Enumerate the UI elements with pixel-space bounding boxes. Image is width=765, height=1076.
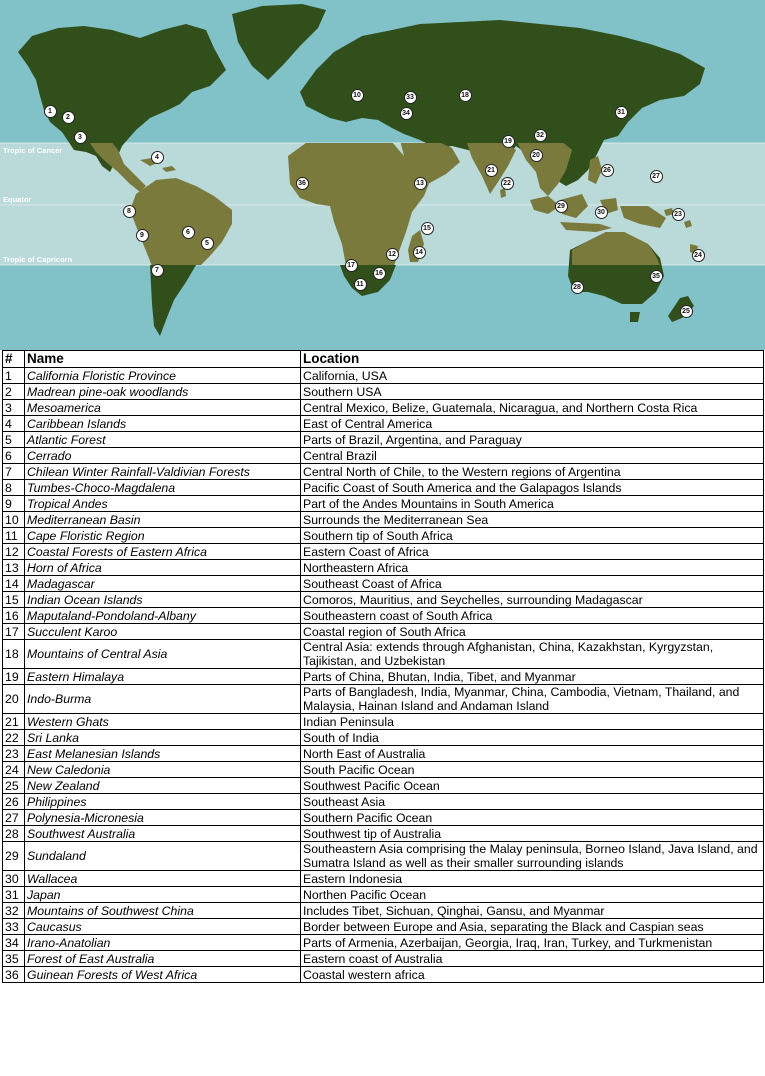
table-row [3, 669, 764, 685]
hotspot-marker[interactable]: 25 [680, 305, 693, 318]
row-number: 26 [3, 794, 25, 810]
row-number: 15 [3, 592, 25, 608]
row-location: Pacific Coast of South America and the Galapagos Islands [301, 480, 764, 496]
row-number: 24 [3, 762, 25, 778]
table-header-row [3, 351, 764, 368]
table-row [3, 544, 764, 560]
hotspot-marker[interactable]: 31 [615, 106, 628, 119]
row-location: Southeastern Asia comprising the Malay peninsula, Borneo Island, Java Island, and Sumatra Island as well as their smaller surrounding islands [301, 842, 764, 871]
hotspot-marker[interactable]: 7 [151, 264, 164, 277]
header-location: Location [301, 351, 764, 368]
row-name: Polynesia-Micronesia [25, 810, 301, 826]
table-row [3, 384, 764, 400]
hotspot-marker[interactable]: 34 [400, 107, 413, 120]
table-row [3, 608, 764, 624]
row-location: Central Mexico, Belize, Guatemala, Nicaragua, and Northern Costa Rica [301, 400, 764, 416]
table-row [3, 592, 764, 608]
row-location: Southern Pacific Ocean [301, 810, 764, 826]
table-row [3, 810, 764, 826]
table-row [3, 842, 764, 871]
row-number: 20 [3, 685, 25, 714]
table-row [3, 887, 764, 903]
table-row [3, 576, 764, 592]
hotspot-marker[interactable]: 11 [354, 278, 367, 291]
table-row [3, 967, 764, 983]
row-name: Mountains of Southwest China [25, 903, 301, 919]
row-number: 23 [3, 746, 25, 762]
table-row [3, 560, 764, 576]
tropic-of-capricorn-label: Tropic of Capricorn [3, 255, 73, 264]
table-row [3, 794, 764, 810]
row-number: 12 [3, 544, 25, 560]
row-location: North East of Australia [301, 746, 764, 762]
row-location: Southeastern coast of South Africa [301, 608, 764, 624]
hotspot-table-container [2, 350, 763, 983]
row-location: Southern tip of South Africa [301, 528, 764, 544]
row-number: 29 [3, 842, 25, 871]
row-number: 19 [3, 669, 25, 685]
row-name: Eastern Himalaya [25, 669, 301, 685]
row-name: Tropical Andes [25, 496, 301, 512]
table-row [3, 640, 764, 669]
row-number: 11 [3, 528, 25, 544]
table-row [3, 826, 764, 842]
row-name: Mountains of Central Asia [25, 640, 301, 669]
hotspot-marker[interactable]: 2 [62, 111, 75, 124]
row-number: 1 [3, 368, 25, 384]
row-location: Central Brazil [301, 448, 764, 464]
row-location: Eastern Coast of Africa [301, 544, 764, 560]
row-location: Southeast Asia [301, 794, 764, 810]
row-name: Guinean Forests of West Africa [25, 967, 301, 983]
row-location: Indian Peninsula [301, 714, 764, 730]
table-row [3, 903, 764, 919]
row-number: 5 [3, 432, 25, 448]
row-name: Mesoamerica [25, 400, 301, 416]
row-name: Tumbes-Choco-Magdalena [25, 480, 301, 496]
header-name: Name [25, 351, 301, 368]
row-number: 7 [3, 464, 25, 480]
row-location: Southeast Coast of Africa [301, 576, 764, 592]
row-number: 17 [3, 624, 25, 640]
row-location: Border between Europe and Asia, separating the Black and Caspian seas [301, 919, 764, 935]
row-number: 13 [3, 560, 25, 576]
row-name: Irano-Anatolian [25, 935, 301, 951]
hotspot-marker[interactable]: 5 [201, 237, 214, 250]
row-number: 33 [3, 919, 25, 935]
row-number: 34 [3, 935, 25, 951]
hotspot-marker[interactable]: 8 [123, 205, 136, 218]
table-row [3, 778, 764, 794]
row-location: Eastern coast of Australia [301, 951, 764, 967]
row-name: Western Ghats [25, 714, 301, 730]
world-map [0, 0, 765, 350]
row-name: Sundaland [25, 842, 301, 871]
header-number: # [3, 351, 25, 368]
row-name: Japan [25, 887, 301, 903]
table-row [3, 464, 764, 480]
row-number: 16 [3, 608, 25, 624]
row-name: Indian Ocean Islands [25, 592, 301, 608]
row-number: 18 [3, 640, 25, 669]
row-number: 14 [3, 576, 25, 592]
table-row [3, 919, 764, 935]
hotspot-table [2, 350, 764, 983]
table-body [3, 368, 764, 983]
table-row [3, 416, 764, 432]
row-location: Southwest Pacific Ocean [301, 778, 764, 794]
row-name: Chilean Winter Rainfall-Valdivian Forests [25, 464, 301, 480]
row-location: Parts of Armenia, Azerbaijan, Georgia, Iraq, Iran, Turkey, and Turkmenistan [301, 935, 764, 951]
row-location: Central Asia: extends through Afghanistan, China, Kazakhstan, Kyrgyzstan, Tajikistan, and Uzbekistan [301, 640, 764, 669]
equator-label: Equator [3, 195, 32, 204]
row-name: Cerrado [25, 448, 301, 464]
hotspot-marker[interactable]: 10 [351, 89, 364, 102]
table-row [3, 730, 764, 746]
row-number: 30 [3, 871, 25, 887]
row-name: Caribbean Islands [25, 416, 301, 432]
row-location: Coastal region of South Africa [301, 624, 764, 640]
row-number: 10 [3, 512, 25, 528]
row-name: Maputaland-Pondoland-Albany [25, 608, 301, 624]
row-name: New Zealand [25, 778, 301, 794]
hotspot-marker[interactable]: 35 [650, 270, 663, 283]
hotspot-marker[interactable]: 26 [601, 164, 614, 177]
row-location: East of Central America [301, 416, 764, 432]
table-row [3, 714, 764, 730]
row-location: Part of the Andes Mountains in South America [301, 496, 764, 512]
row-location: Northen Pacific Ocean [301, 887, 764, 903]
row-name: Coastal Forests of Eastern Africa [25, 544, 301, 560]
row-number: 28 [3, 826, 25, 842]
row-location: Surrounds the Mediterranean Sea [301, 512, 764, 528]
row-location: Coastal western africa [301, 967, 764, 983]
row-name: Southwest Australia [25, 826, 301, 842]
row-name: Succulent Karoo [25, 624, 301, 640]
row-location: Southern USA [301, 384, 764, 400]
row-number: 9 [3, 496, 25, 512]
hotspot-marker[interactable]: 23 [672, 208, 685, 221]
hotspot-marker[interactable]: 30 [595, 206, 608, 219]
row-name: Horn of Africa [25, 560, 301, 576]
hotspot-marker[interactable]: 29 [555, 200, 568, 213]
table-row [3, 624, 764, 640]
row-location: Parts of China, Bhutan, India, Tibet, and Myanmar [301, 669, 764, 685]
table-row [3, 480, 764, 496]
hotspot-marker[interactable]: 13 [414, 177, 427, 190]
row-name: Forest of East Australia [25, 951, 301, 967]
row-location: South of India [301, 730, 764, 746]
row-number: 22 [3, 730, 25, 746]
row-number: 2 [3, 384, 25, 400]
hotspot-marker[interactable]: 28 [571, 281, 584, 294]
row-number: 36 [3, 967, 25, 983]
hotspot-marker[interactable]: 22 [501, 177, 514, 190]
hotspot-marker[interactable]: 3 [74, 131, 87, 144]
row-location: Eastern Indonesia [301, 871, 764, 887]
hotspot-marker[interactable]: 36 [296, 177, 309, 190]
hotspot-marker[interactable]: 24 [692, 249, 705, 262]
row-location: Southwest tip of Australia [301, 826, 764, 842]
hotspot-marker[interactable]: 1 [44, 105, 57, 118]
row-number: 4 [3, 416, 25, 432]
hotspot-marker[interactable]: 27 [650, 170, 663, 183]
hotspot-marker[interactable]: 15 [421, 222, 434, 235]
table-row [3, 935, 764, 951]
row-name: Atlantic Forest [25, 432, 301, 448]
row-location: Includes Tibet, Sichuan, Qinghai, Gansu, and Myanmar [301, 903, 764, 919]
hotspot-marker[interactable]: 20 [530, 149, 543, 162]
table-row [3, 400, 764, 416]
row-name: Indo-Burma [25, 685, 301, 714]
row-name: New Caledonia [25, 762, 301, 778]
row-number: 21 [3, 714, 25, 730]
hotspot-marker[interactable]: 17 [345, 259, 358, 272]
row-number: 31 [3, 887, 25, 903]
hotspot-marker[interactable]: 6 [182, 226, 195, 239]
row-number: 25 [3, 778, 25, 794]
row-number: 3 [3, 400, 25, 416]
hotspot-marker[interactable]: 18 [459, 89, 472, 102]
hotspot-marker[interactable]: 9 [136, 229, 149, 242]
table-row [3, 432, 764, 448]
row-name: Madrean pine-oak woodlands [25, 384, 301, 400]
tropic-of-cancer-label: Tropic of Cancer [3, 146, 63, 155]
row-location: South Pacific Ocean [301, 762, 764, 778]
table-row [3, 496, 764, 512]
table-row [3, 368, 764, 384]
hotspot-marker[interactable]: 33 [404, 91, 417, 104]
table-row [3, 685, 764, 714]
table-row [3, 448, 764, 464]
row-name: Madagascar [25, 576, 301, 592]
row-location: Central North of Chile, to the Western regions of Argentina [301, 464, 764, 480]
row-location: Parts of Bangladesh, India, Myanmar, China, Cambodia, Vietnam, Thailand, and Malaysia, Hainan Island and Andaman Island [301, 685, 764, 714]
table-row [3, 762, 764, 778]
hotspot-marker[interactable]: 14 [413, 246, 426, 259]
row-name: Mediterranean Basin [25, 512, 301, 528]
row-name: Sri Lanka [25, 730, 301, 746]
row-number: 6 [3, 448, 25, 464]
row-location: California, USA [301, 368, 764, 384]
row-number: 32 [3, 903, 25, 919]
table-row [3, 871, 764, 887]
row-name: Wallacea [25, 871, 301, 887]
hotspot-marker[interactable]: 19 [502, 135, 515, 148]
row-name: California Floristic Province [25, 368, 301, 384]
row-location: Comoros, Mauritius, and Seychelles, surrounding Madagascar [301, 592, 764, 608]
row-name: Caucasus [25, 919, 301, 935]
hotspot-marker[interactable]: 21 [485, 164, 498, 177]
row-name: Cape Floristic Region [25, 528, 301, 544]
hotspot-marker[interactable]: 16 [373, 267, 386, 280]
row-number: 8 [3, 480, 25, 496]
row-name: Philippines [25, 794, 301, 810]
hotspot-marker[interactable]: 32 [534, 129, 547, 142]
row-location: Parts of Brazil, Argentina, and Paraguay [301, 432, 764, 448]
row-number: 35 [3, 951, 25, 967]
table-row [3, 512, 764, 528]
hotspot-marker[interactable]: 12 [386, 248, 399, 261]
row-location: Northeastern Africa [301, 560, 764, 576]
row-name: East Melanesian Islands [25, 746, 301, 762]
table-row [3, 528, 764, 544]
row-number: 27 [3, 810, 25, 826]
table-row [3, 746, 764, 762]
hotspot-marker[interactable]: 4 [151, 151, 164, 164]
table-row [3, 951, 764, 967]
